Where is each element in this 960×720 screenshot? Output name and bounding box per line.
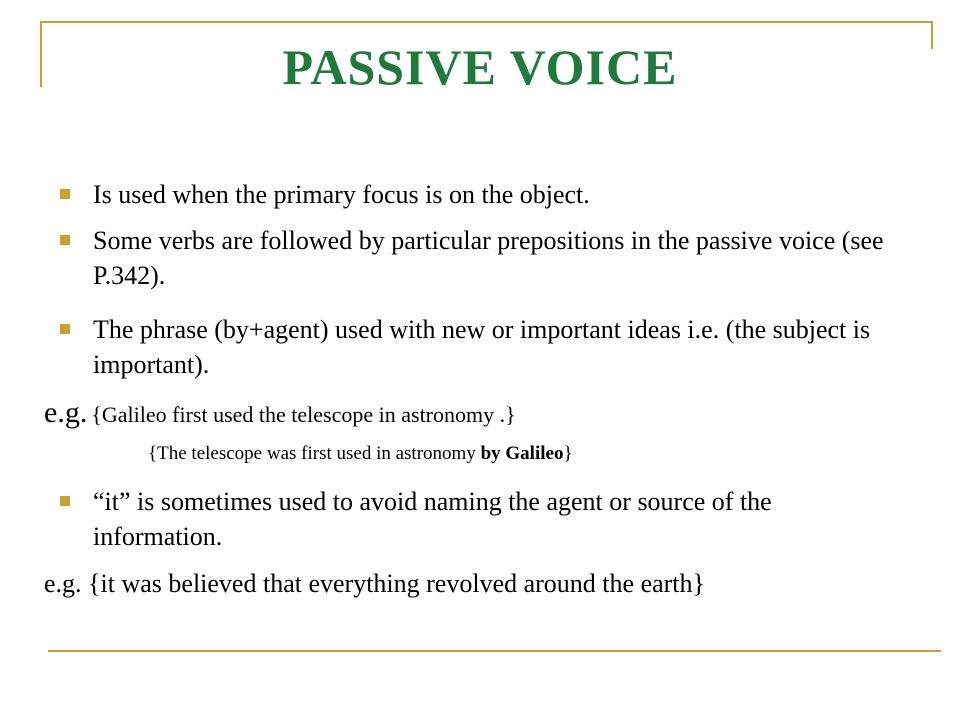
bullet-item [60, 177, 900, 212]
example-line-2 [148, 443, 573, 465]
square-bullet-icon [60, 324, 70, 334]
example-sentence: {Galileo first used the telescope in astronomy .} [91, 402, 516, 427]
square-bullet-icon [60, 235, 70, 245]
example-line-3: e.g. {it was believed that everything revolved around the earth} [44, 569, 706, 598]
bullet-text: “it” is sometimes used to avoid naming the agent or source of the information. [93, 487, 772, 551]
bullet-item [60, 312, 900, 382]
example-text: {The telescope was first used in astronomy [148, 443, 481, 464]
example-lead: e.g. [44, 396, 88, 429]
bullet-text: The phrase (by+agent) used with new or important ideas i.e. (the subject is important). [93, 315, 871, 379]
example-text-end: } [563, 443, 573, 464]
bullet-text: Is used when the primary focus is on the object. [93, 180, 590, 209]
example-bold-agent: by Galileo [480, 443, 564, 464]
slide-title: PASSIVE VOICE [282, 39, 678, 95]
bullet-item [60, 484, 900, 554]
frame-top-line [40, 21, 933, 23]
square-bullet-icon [60, 496, 70, 506]
frame-bottom-line [48, 650, 941, 652]
bullet-item [60, 223, 900, 293]
bullet-text: Some verbs are followed by particular prepositions in the passive voice (see P.342). [93, 226, 884, 290]
square-bullet-icon [60, 189, 70, 199]
example-line-1 [44, 396, 516, 430]
